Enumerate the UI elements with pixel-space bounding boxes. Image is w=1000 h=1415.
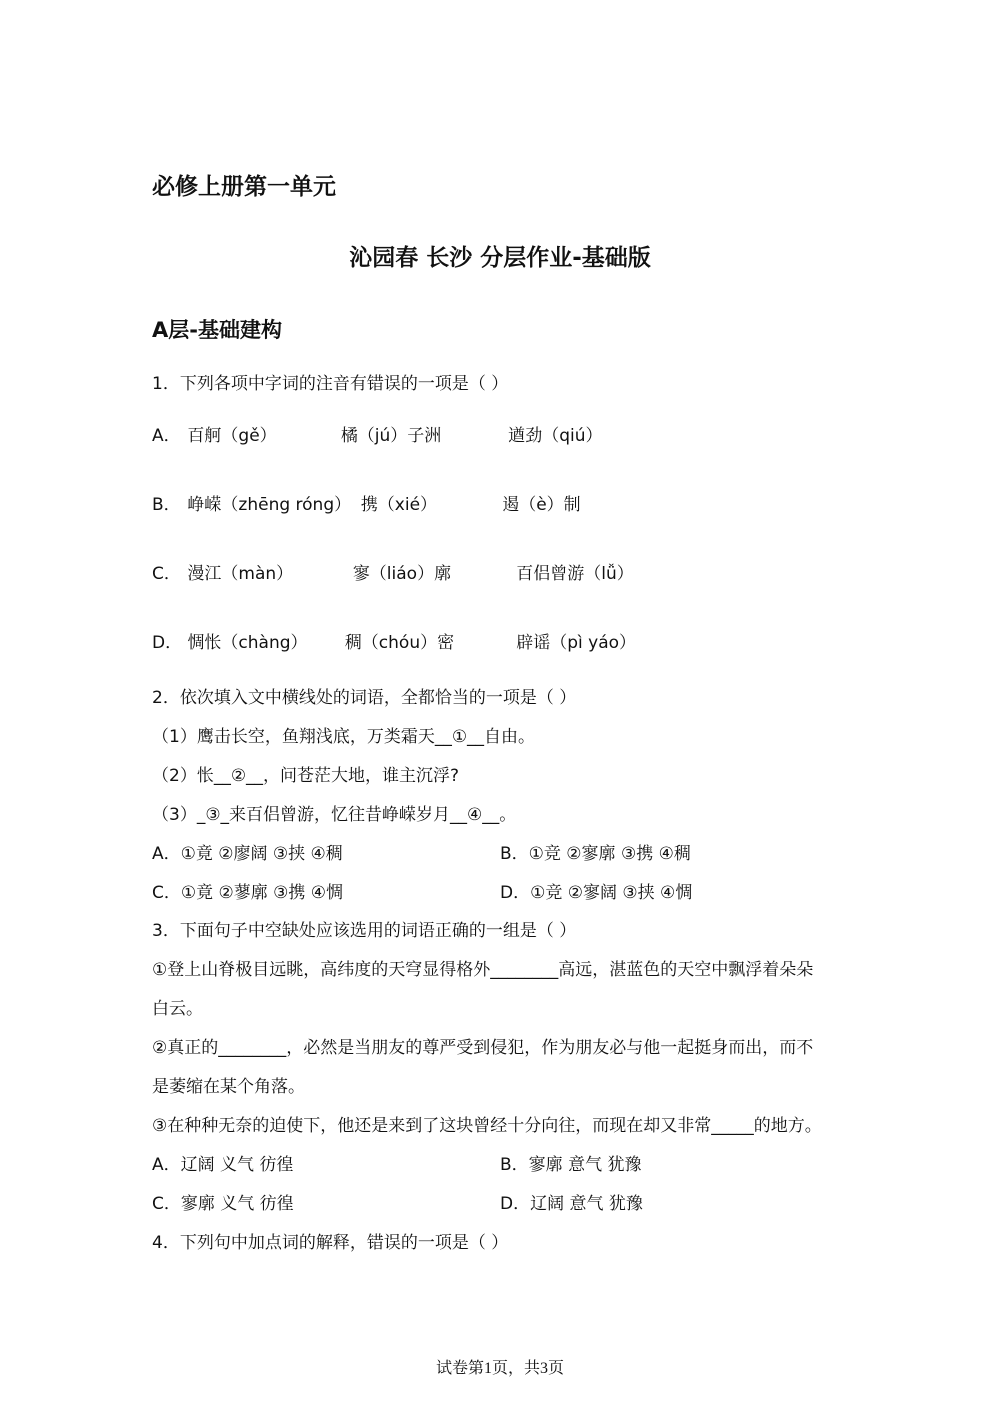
option-item: 辟谣（pì yáo） <box>516 633 637 653</box>
unit-heading: 必修上册第一单元 <box>152 174 336 200</box>
question-3-line: ③在种种无奈的迫使下，他还是来到了这块曾经十分向往，而现在却又非常_____的地方。 <box>152 1116 822 1136</box>
option-item: 稠（chóu）密 <box>344 633 455 653</box>
option-label: A． <box>152 426 181 446</box>
question-3-option-c[interactable]: C．寥廓 义气 彷徨 <box>152 1194 294 1214</box>
question-2-option-d[interactable]: D．①竞 ②寥阔 ③挟 ④惆 <box>500 883 693 903</box>
option-item: 百舸（gě） <box>187 426 277 446</box>
question-1-option-a[interactable] <box>152 424 603 448</box>
question-2-option-a[interactable]: A．①竟 ②廖阔 ③挟 ④稠 <box>152 844 343 864</box>
option-item: 寥（liáo）廓 <box>352 564 452 584</box>
question-1-option-b[interactable] <box>152 493 581 517</box>
page-footer: 试卷第1页，共3页 <box>435 1360 564 1377</box>
option-item: 遏（è）制 <box>502 495 581 515</box>
option-item: 峥嵘（zhēng róng） <box>187 495 352 515</box>
question-2-option-c[interactable]: C．①竟 ②蓼廓 ③携 ④惆 <box>152 883 344 903</box>
question-2-line: （3）_③_来百侣曾游，忆往昔峥嵘岁月__④__。 <box>152 805 517 825</box>
question-1-stem: 1．下列各项中字词的注音有错误的一项是（ ） <box>152 374 509 394</box>
question-3-option-d[interactable]: D．辽阔 意气 犹豫 <box>500 1194 643 1214</box>
option-item: 橘（jú）子洲 <box>340 426 442 446</box>
option-item: 携（xié） <box>360 495 438 515</box>
document-title: 沁园春 长沙 分层作业-基础版 <box>349 245 651 271</box>
question-3-option-a[interactable]: A．辽阔 义气 彷徨 <box>152 1155 294 1175</box>
option-item: 漫江（màn） <box>187 564 294 584</box>
option-label: C． <box>152 564 181 584</box>
question-3-line: 是萎缩在某个角落。 <box>152 1077 305 1097</box>
option-label: B． <box>152 495 181 515</box>
option-item: 惆怅（chàng） <box>187 633 308 653</box>
question-2-option-b[interactable]: B．①竞 ②寥廓 ③携 ④稠 <box>500 844 691 864</box>
question-4-stem: 4．下列句中加点词的解释，错误的一项是（ ） <box>152 1233 509 1253</box>
question-3-stem: 3．下面句子中空缺处应该选用的词语正确的一组是（ ） <box>152 921 577 941</box>
question-2-line: （1）鹰击长空，鱼翔浅底，万类霜天__①__自由。 <box>152 727 536 747</box>
question-3-option-b[interactable]: B．寥廓 意气 犹豫 <box>500 1155 642 1175</box>
option-item: 百侣曾游（lǚ） <box>516 564 634 584</box>
question-2-line: （2）怅__②__，问苍茫大地，谁主沉浮? <box>152 766 460 786</box>
question-3-line: ①登上山脊极目远眺，高纬度的天穹显得格外________高远，湛蓝色的天空中飘浮着朵朵 <box>152 960 814 980</box>
question-3-line: 白云。 <box>152 999 203 1019</box>
option-item: 遒劲（qiú） <box>508 426 603 446</box>
question-3-line: ②真正的________，必然是当朋友的尊严受到侵犯，作为朋友必与他一起挺身而出，而不 <box>152 1038 814 1058</box>
question-1-option-d[interactable] <box>152 631 636 655</box>
option-label: D． <box>152 633 183 653</box>
section-heading: A层-基础建构 <box>152 318 282 342</box>
question-2-stem: 2．依次填入文中横线处的词语，全都恰当的一项是（ ） <box>152 688 577 708</box>
question-1-option-c[interactable] <box>152 562 634 586</box>
